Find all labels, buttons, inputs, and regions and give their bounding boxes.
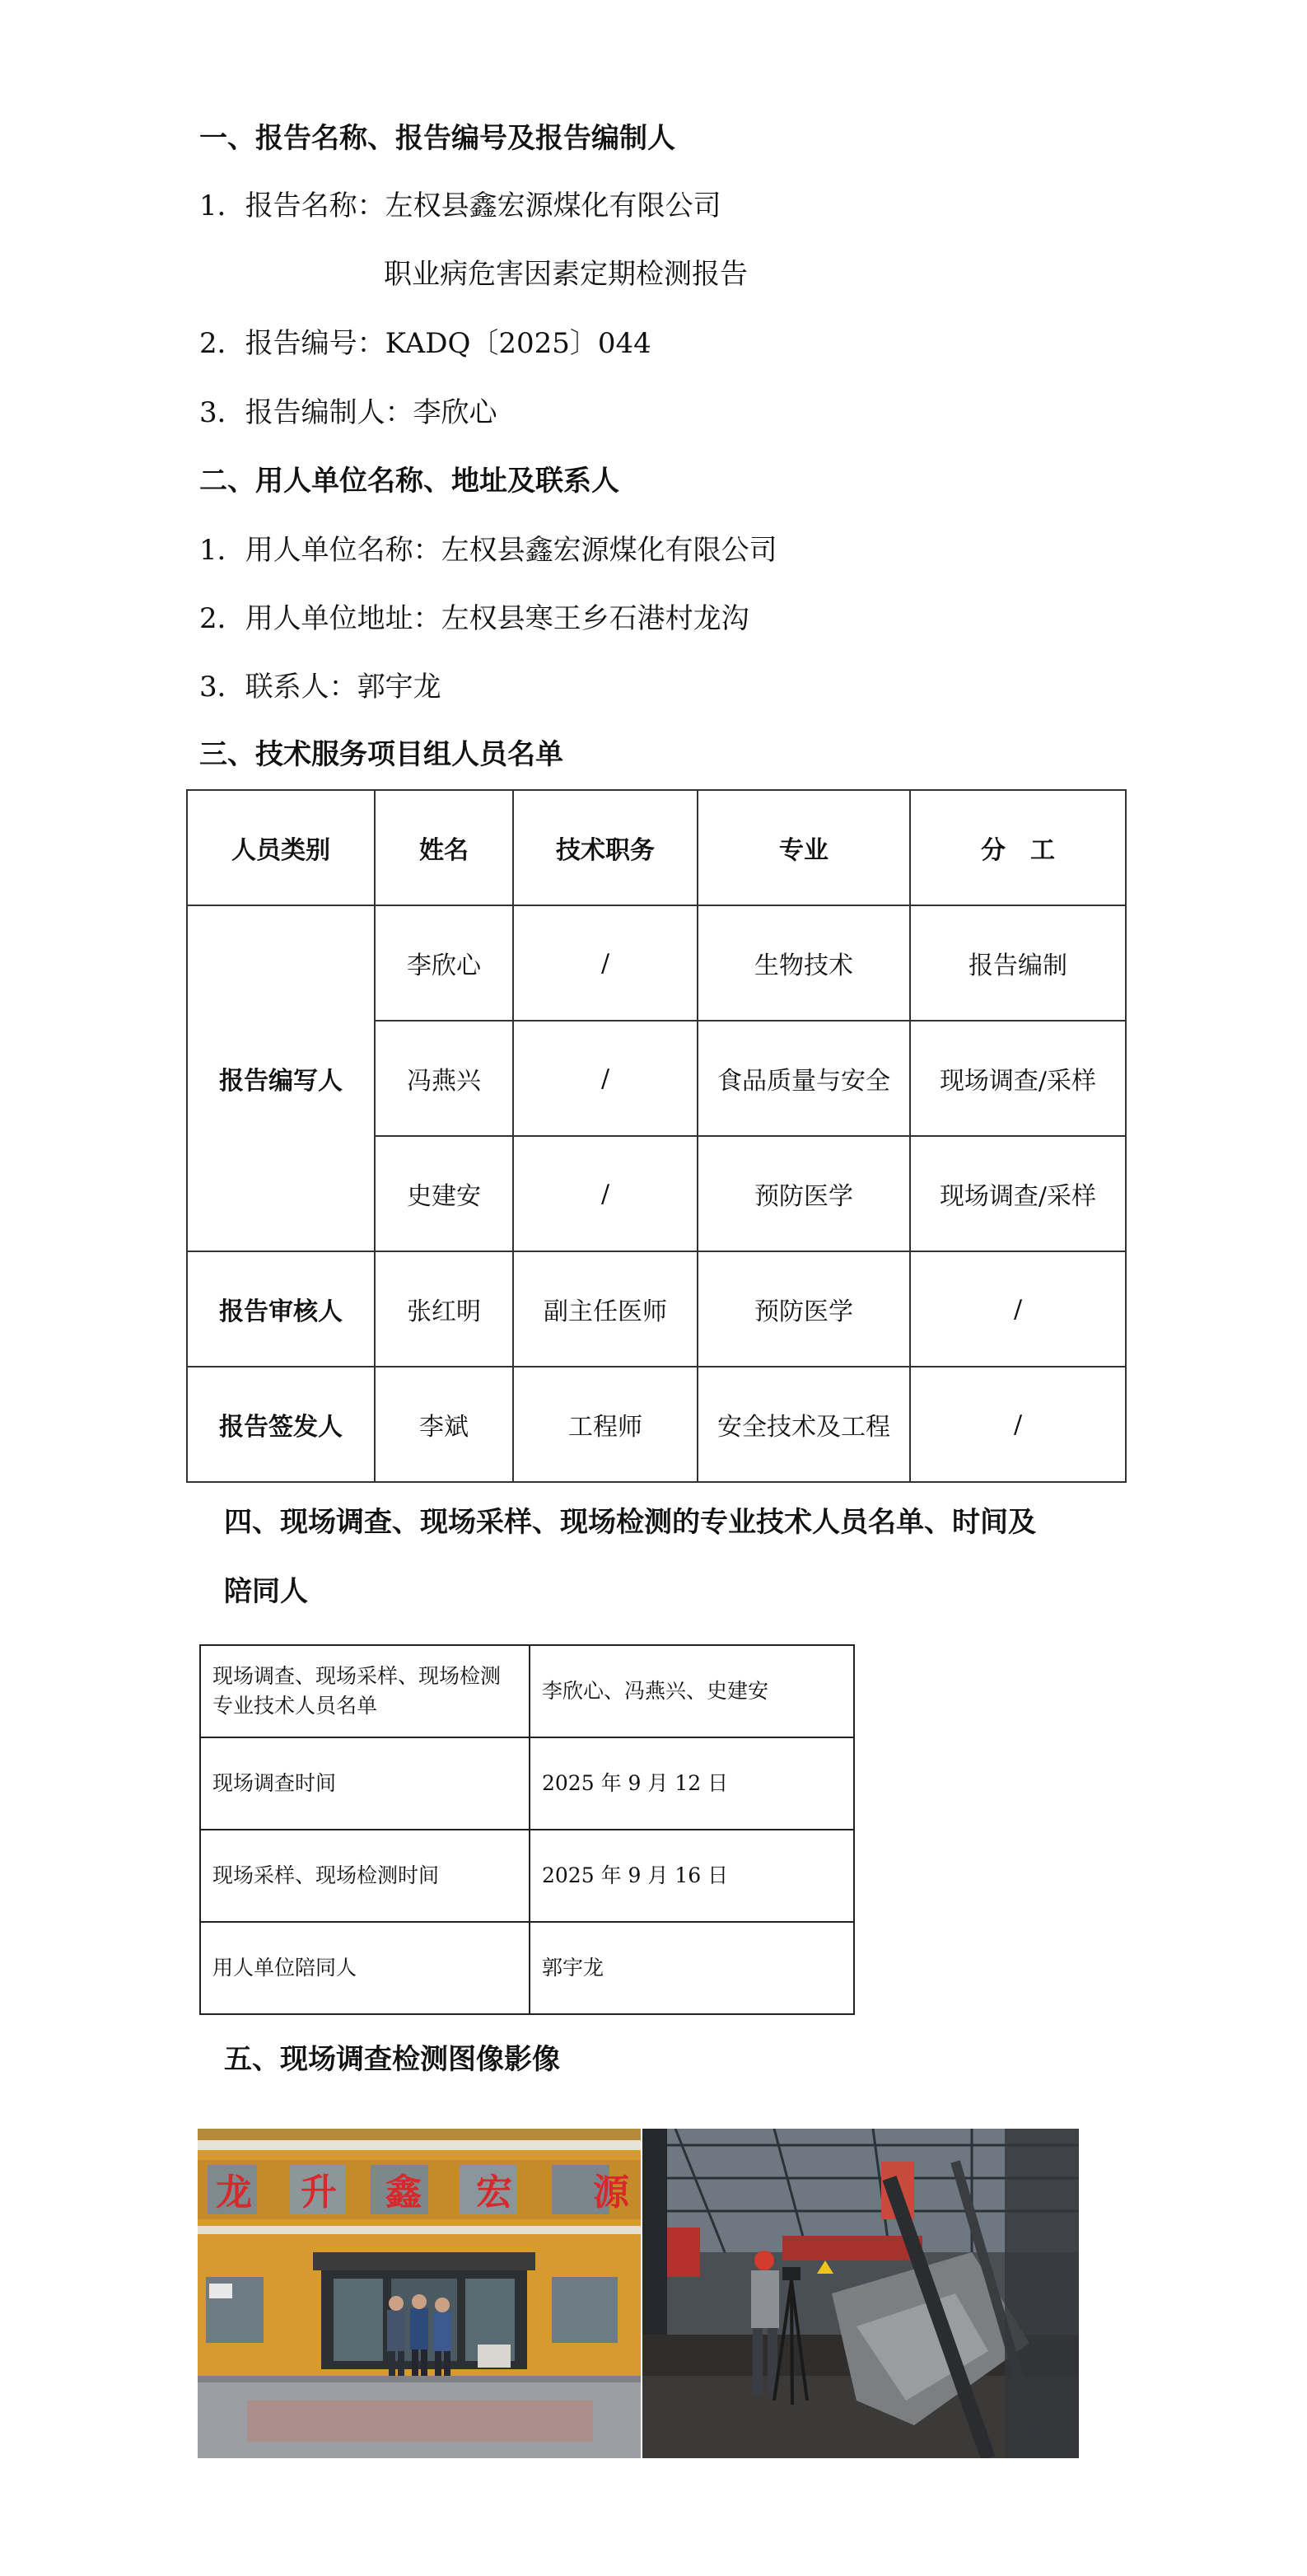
column-header: 姓名 [375, 790, 513, 905]
sign-char: 鑫 [385, 2172, 422, 2214]
employer-address: 2．用人单位地址：左权县寒王乡石港村龙沟 [199, 602, 749, 635]
employer-name: 1．用人单位名称：左权县鑫宏源煤化有限公司 [199, 534, 777, 567]
site-label: 现场调查、现场采样、现场检测专业技术人员名单 [200, 1645, 530, 1737]
staff-duty: / [910, 1367, 1126, 1482]
staff-duty: 报告编制 [910, 905, 1126, 1021]
section-4-heading-cont: 陪同人 [224, 1575, 308, 1608]
column-header: 人员类别 [187, 790, 375, 905]
site-value: 郭宇龙 [530, 1922, 854, 2014]
group-writers: 报告编写人 [187, 905, 375, 1251]
staff-name: 张红明 [375, 1251, 513, 1367]
table-header-row [187, 790, 1126, 905]
staff-major: 预防医学 [698, 1251, 910, 1367]
staff-name: 李斌 [375, 1367, 513, 1482]
report-name: 1．报告名称：左权县鑫宏源煤化有限公司 [199, 189, 721, 222]
sign-char: 源 [593, 2172, 629, 2214]
site-work-table [199, 1644, 855, 2015]
staff-duty: / [910, 1251, 1126, 1367]
table-row [200, 1645, 854, 1737]
site-value: 李欣心、冯燕兴、史建安 [530, 1645, 854, 1737]
site-photo-building [198, 2129, 641, 2458]
staff-major: 生物技术 [698, 905, 910, 1021]
section-3-heading: 三、技术服务项目组人员名单 [199, 738, 563, 771]
sign-char: 龙 [216, 2172, 252, 2214]
site-label: 现场调查时间 [200, 1737, 530, 1830]
column-header: 专业 [698, 790, 910, 905]
table-row [187, 905, 1126, 1021]
staff-major: 预防医学 [698, 1136, 910, 1251]
site-label: 现场采样、现场检测时间 [200, 1830, 530, 1922]
staff-major: 安全技术及工程 [698, 1367, 910, 1482]
table-row [200, 1737, 854, 1830]
table-row [187, 1367, 1126, 1482]
section-2-heading: 二、用人单位名称、地址及联系人 [199, 465, 619, 498]
staff-name: 李欣心 [375, 905, 513, 1021]
site-value: 2025 年 9 月 12 日 [530, 1737, 854, 1830]
table-row [200, 1922, 854, 2014]
staff-duty: 现场调查/采样 [910, 1136, 1126, 1251]
sign-char: 升 [301, 2172, 337, 2214]
column-header: 分 工 [910, 790, 1126, 905]
staff-major: 食品质量与安全 [698, 1021, 910, 1136]
site-value: 2025 年 9 月 16 日 [530, 1830, 854, 1922]
report-number: 2．报告编号：KADQ〔2025〕044 [199, 327, 651, 360]
section-5-heading: 五、现场调查检测图像影像 [224, 2043, 560, 2076]
column-header: 技术职务 [513, 790, 698, 905]
group-reviewer: 报告审核人 [187, 1251, 375, 1367]
staff-title: / [513, 905, 698, 1021]
section-4-heading: 四、现场调查、现场采样、现场检测的专业技术人员名单、时间及 [224, 1506, 1036, 1539]
workshop-photo-image [642, 2129, 1079, 2458]
sign-char: 宏 [476, 2172, 512, 2214]
table-row [200, 1830, 854, 1922]
staff-title: 副主任医师 [513, 1251, 698, 1367]
staff-title: 工程师 [513, 1367, 698, 1482]
report-author: 3．报告编制人：李欣心 [199, 396, 497, 429]
staff-duty: 现场调查/采样 [910, 1021, 1126, 1136]
section-1-heading: 一、报告名称、报告编号及报告编制人 [199, 122, 675, 155]
staff-title: / [513, 1021, 698, 1136]
staff-name: 史建安 [375, 1136, 513, 1251]
staff-table [186, 789, 1127, 1483]
group-issuer: 报告签发人 [187, 1367, 375, 1482]
staff-name: 冯燕兴 [375, 1021, 513, 1136]
employer-contact: 3．联系人：郭宇龙 [199, 671, 441, 704]
site-label: 用人单位陪同人 [200, 1922, 530, 2014]
building-photo-image [198, 2129, 641, 2458]
table-row [187, 1251, 1126, 1367]
staff-title: / [513, 1136, 698, 1251]
report-name-continued: 职业病危害因素定期检测报告 [384, 258, 748, 291]
site-photo-workshop [642, 2129, 1079, 2458]
